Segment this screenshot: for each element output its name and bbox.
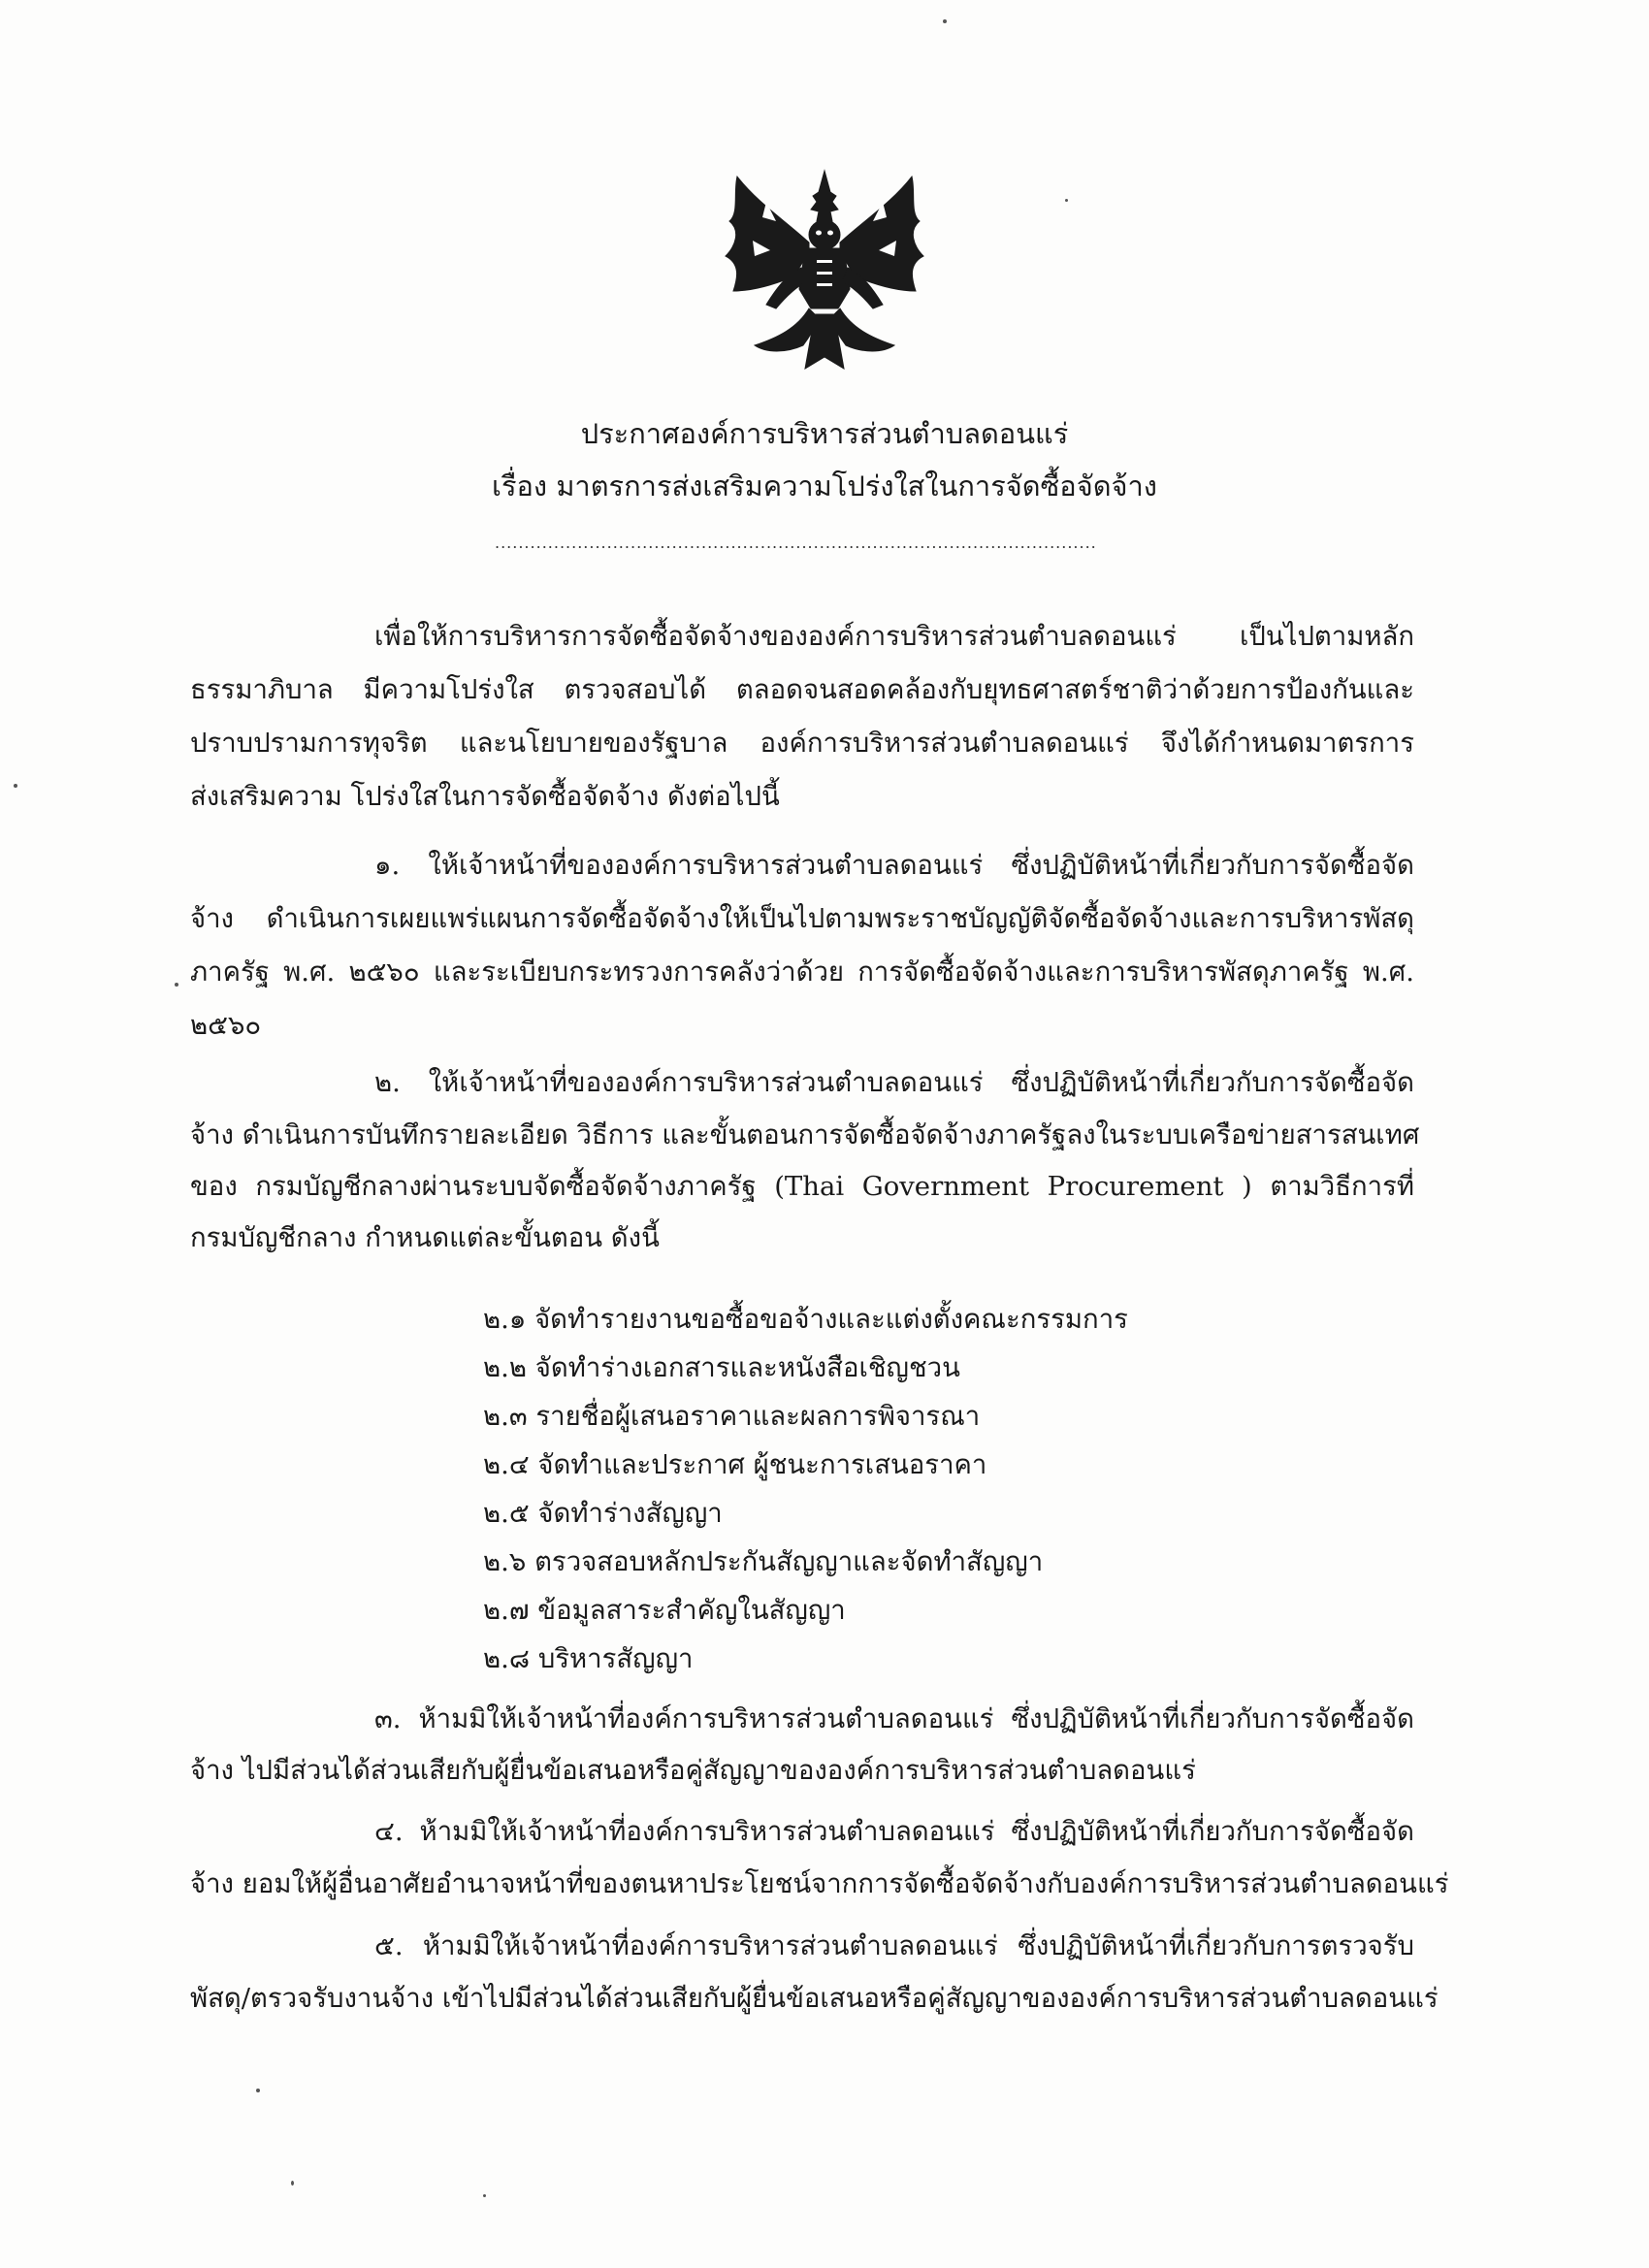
clause3-line-1: ๓. ห้ามมิให้เจ้าหน้าที่องค์การบริหารส่วนตำบลดอนแร่ ซึ่งปฏิบัติหน้าที่เกี่ยวกับการจัดซื้อจัด [374,1703,1414,1734]
intro-line-2: ธรรมาภิบาล มีความโปร่งใส ตรวจสอบได้ ตลอดจนสอดคล้องกับยุทธศาสตร์ชาติว่าด้วยการป้องกันและ [190,674,1414,705]
clause2-line-1: ๒. ให้เจ้าหน้าที่ขององค์การบริหารส่วนตำบลดอนแร่ ซึ่งปฏิบัติหน้าที่เกี่ยวกับการจัดซื้อจัด [374,1067,1414,1098]
clause2-item-1: ๒.๑ จัดทำรายงานขอซื้อขอจ้างและแต่งตั้งคณะกรรมการ [483,1304,1128,1335]
scan-speck [291,2181,294,2186]
clause2-item-4: ๒.๔ จัดทำและประกาศ ผู้ชนะการเสนอราคา [483,1449,987,1480]
scan-speck [256,2089,260,2092]
clause2-line-2: จ้าง ดำเนินการบันทึกรายละเอียด วิธีการ และขั้นตอนการจัดซื้อจัดจ้างภาครัฐลงในระบบเครือข่ายสารสนเทศ [190,1119,1420,1150]
clause2-item-6: ๒.๖ ตรวจสอบหลักประกันสัญญาและจัดทำสัญญา [483,1546,1044,1577]
clause1-line-3: ภาครัฐ พ.ศ. ๒๕๖๐ และระเบียบกระทรวงการคลังว่าด้วย การจัดซื้อจัดจ้างและการบริหารพัสดุภาครัฐ พ.ศ. [190,956,1414,988]
clause2-line-3: ของ กรมบัญชีกลางผ่านระบบจัดซื้อจัดจ้างภาครัฐ (Thai Government Procurement ) ตามวิธีการที่ [190,1171,1414,1202]
scan-speck [1065,199,1068,202]
document-title: ประกาศองค์การบริหารส่วนตำบลดอนแร่ [580,417,1069,450]
intro-line-3: ปราบปรามการทุจริต และนโยบายของรัฐบาล องค์การบริหารส่วนตำบลดอนแร่ จึงได้กำหนดมาตรการ [190,728,1414,759]
scan-speck [14,784,17,788]
scan-speck [943,19,947,23]
clause3-line-2: จ้าง ไปมีส่วนได้ส่วนเสียกับผู้ยื่นข้อเสนอหรือคู่สัญญาขององค์การบริหารส่วนตำบลดอนแร่ [190,1755,1196,1786]
scan-speck [175,983,178,987]
clause5-line-1: ๕. ห้ามมิให้เจ้าหน้าที่องค์การบริหารส่วนตำบลดอนแร่ ซึ่งปฏิบัติหน้าที่เกี่ยวกับการตรวจรับ [374,1930,1414,1961]
clause1-line-1: ๑. ให้เจ้าหน้าที่ขององค์การบริหารส่วนตำบลดอนแร่ ซึ่งปฏิบัติหน้าที่เกี่ยวกับการจัดซื้อจัด [374,850,1414,881]
title-separator: ...................................................................................................... [495,534,1097,552]
clause1-line-2: จ้าง ดำเนินการเผยแพร่แผนการจัดซื้อจัดจ้างให้เป็นไปตามพระราชบัญญัติจัดซื้อจัดจ้างและการบริหารพัสดุ [190,903,1414,934]
clause2-item-2: ๒.๒ จัดทำร่างเอกสารและหนังสือเชิญชวน [483,1352,960,1383]
clause2-item-5: ๒.๕ จัดทำร่างสัญญา [483,1498,723,1529]
clause2-line-4: กรมบัญชีกลาง กำหนดแต่ละขั้นตอน ดังนี้ [190,1222,660,1253]
scan-speck [483,2194,486,2197]
clause2-item-3: ๒.๓ รายชื่อผู้เสนอราคาและผลการพิจารณา [483,1401,981,1432]
clause4-line-1: ๔. ห้ามมิให้เจ้าหน้าที่องค์การบริหารส่วนตำบลดอนแร่ ซึ่งปฏิบัติหน้าที่เกี่ยวกับการจัดซื้อจัด [374,1816,1414,1847]
intro-line-4: ส่งเสริมความ โปร่งใสในการจัดซื้อจัดจ้าง ดังต่อไปนี้ [190,781,780,812]
clause2-item-7: ๒.๗ ข้อมูลสาระสำคัญในสัญญา [483,1595,846,1626]
document-subject: เรื่อง มาตรการส่งเสริมความโปร่งใสในการจัดซื้อจัดจ้าง [492,470,1157,502]
clause4-line-2: จ้าง ยอมให้ผู้อื่นอาศัยอำนาจหน้าที่ของตนหาประโยชน์จากการจัดซื้อจัดจ้างกับองค์การบริหารส่วนตำบลดอนแร่ [190,1868,1449,1899]
clause5-line-2: พัสดุ/ตรวจรับงานจ้าง เข้าไปมีส่วนได้ส่วนเสียกับผู้ยื่นข้อเสนอหรือคู่สัญญาขององค์การบริหารส่วนตำบลดอนแร่ [190,1983,1439,2014]
clause2-item-8: ๒.๘ บริหารสัญญา [483,1643,694,1674]
intro-line-1: เพื่อให้การบริหารการจัดซื้อจัดจ้างขององค์การบริหารส่วนตำบลดอนแร่ เป็นไปตามหลัก [374,621,1414,652]
garuda-emblem-icon [708,163,941,380]
clause1-line-4: ๒๕๖๐ [190,1010,262,1041]
